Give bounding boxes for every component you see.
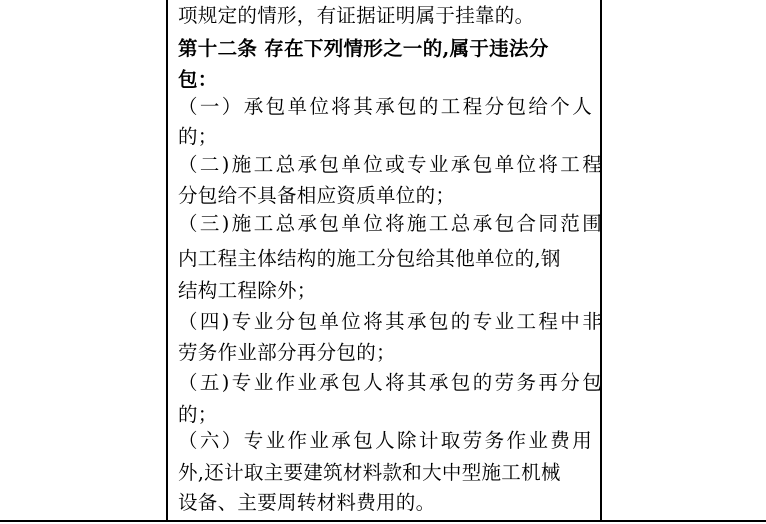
item-4-line-2: 劳务作业部分再分包的； bbox=[178, 341, 396, 364]
article-12-heading-continuation: 包： bbox=[178, 68, 218, 91]
text-line-1: 项规定的情形，有证据证明属于挂靠的。 bbox=[178, 4, 535, 27]
item-1-line-2: 的； bbox=[178, 125, 218, 148]
item-5-line-1: （五)专业作业承包人将其承包的劳务再分包 bbox=[178, 371, 605, 394]
article-12-heading: 第十二条 存在下列情形之一的,属于违法分 bbox=[178, 37, 549, 60]
item-2-line-1: （二)施工总承包单位或专业承包单位将工程 bbox=[178, 153, 605, 176]
item-6-line-3: 设备、主要周转材料费用的。 bbox=[178, 491, 436, 514]
item-4-line-1: （四)专业分包单位将其承包的专业工程中非 bbox=[178, 310, 605, 333]
item-3-line-2: 内工程主体结构的施工分包给其他单位的,钢 bbox=[178, 247, 561, 270]
item-5-line-2: 的； bbox=[178, 403, 218, 426]
item-6-line-1: （六）专业作业承包人除计取劳务作业费用 bbox=[178, 429, 595, 452]
item-3-line-3: 结构工程除外； bbox=[178, 279, 317, 302]
item-6-line-2: 外,还计取主要建筑材料款和大中型施工机械 bbox=[178, 461, 561, 484]
item-3-line-1: （三)施工总承包单位将施工总承包合同范围 bbox=[178, 212, 605, 235]
right-table-cell bbox=[602, 0, 766, 522]
item-1-line-1: （一）承包单位将其承包的工程分包给个人 bbox=[178, 95, 595, 118]
left-table-cell bbox=[0, 0, 168, 522]
item-2-line-2: 分包给不具备相应资质单位的； bbox=[178, 184, 456, 207]
